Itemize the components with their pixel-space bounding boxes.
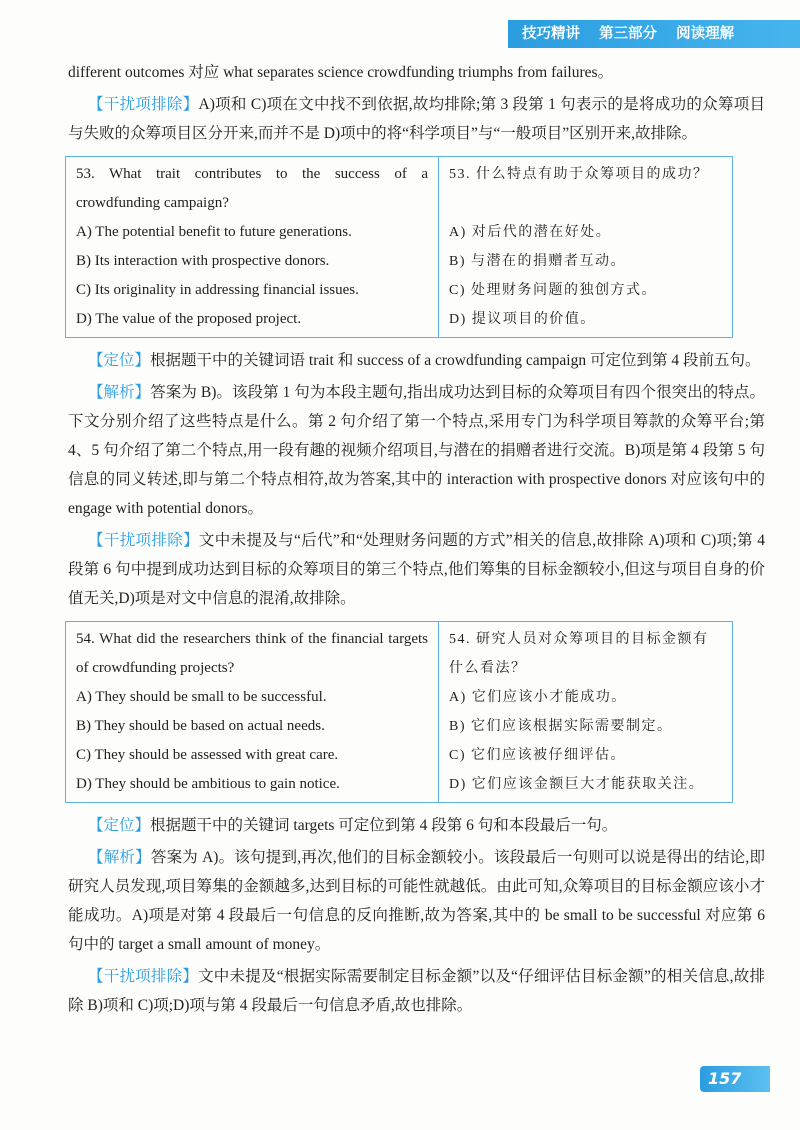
distractor-label: 【干扰项排除】 <box>88 968 199 985</box>
q53-option-a-zh: A) 对后代的潜在好处。 <box>449 225 612 240</box>
header-section: 技巧精讲 <box>522 26 580 42</box>
q52-distractor-paragraph <box>68 90 765 148</box>
header-part: 第三部分 <box>599 26 658 42</box>
q54-option-b-en: B) They should be based on actual needs. <box>66 712 439 741</box>
option-row <box>66 218 733 247</box>
q54-analysis-paragraph <box>68 843 765 959</box>
question-row <box>66 622 733 684</box>
analysis-text: 答案为 B)。该段第 1 句为本段主题句,指出成功达到目标的众筹项目有四个很突出的特点。下文分别介绍了这些特点是什么。第 2 句介绍了第一个特点,采用专门为科学项目筹款的众筹平台;第 4、5 句介绍了第二个特点,用一段有趣的视频介绍项目,与潜在的捐赠者进行交流。B)项是第 4 段第 5 句信息的同义转述,即与第二个特点相符,故为答案,其中的 interaction with prospective donors 对应该句中的 engage with potential donors。 <box>68 384 765 517</box>
q53-option-d-en: D) The value of the proposed project. <box>66 305 439 338</box>
q54-question-zh: 54. 研究人员对众筹项目的目标金额有什么看法？ <box>449 632 709 676</box>
q53-question-zh: 53. 什么特点有助于众筹项目的成功？ <box>449 167 709 182</box>
q54-option-c-zh: C) 它们应该被仔细评估。 <box>449 748 626 763</box>
q54-locate-paragraph <box>68 811 765 840</box>
option-row <box>66 247 733 276</box>
q54-distractor-paragraph <box>68 962 765 1020</box>
q54-question-en: 54. What did the researchers think of the financial targets of crowdfunding projects? <box>66 622 439 684</box>
distractor-text: 文中未提及与“后代”和“处理财务问题的方式”相关的信息,故排除 A)项和 C)项;第 4 段第 6 句中提到成功达到目标的众筹项目的第三个特点,他们筹集的目标金额较小,但这与项目自身的价值无关,D)项是对文中信息的混淆,故排除。 <box>68 532 765 607</box>
distractor-text: 文中未提及“根据实际需要制定目标金额”以及“仔细评估目标金额”的相关信息,故排除 B)项和 C)项;D)项与第 4 段最后一句信息矛盾,故也排除。 <box>68 968 765 1014</box>
locate-label: 【定位】 <box>88 352 151 369</box>
q53-analysis-paragraph <box>68 378 765 523</box>
distractor-text: A)项和 C)项在文中找不到依据,故均排除;第 3 段第 1 句表示的是将成功的众筹项目与失败的众筹项目区分开来,而并不是 D)项中的将“科学项目”与“一般项目”区别开来,故排除。 <box>68 96 765 142</box>
q53-table <box>65 156 733 338</box>
q53-option-c-zh: C) 处理财务问题的独创方式。 <box>449 283 657 298</box>
distractor-label: 【干扰项排除】 <box>88 96 199 113</box>
q53-option-c-en: C) Its originality in addressing financial issues. <box>66 276 439 305</box>
option-row <box>66 305 733 338</box>
locate-text: 根据题干中的关键词语 trait 和 success of a crowdfunding campaign 可定位到第 4 段前五句。 <box>150 352 761 369</box>
q54-option-c-en: C) They should be assessed with great care. <box>66 741 439 770</box>
q54-option-b-zh: B) 它们应该根据实际需要制定。 <box>449 719 673 734</box>
q53-locate-paragraph <box>68 346 765 375</box>
analysis-label: 【解析】 <box>88 849 151 866</box>
q53-question-en: 53. What trait contributes to the success of a crowdfunding campaign? <box>66 157 439 219</box>
analysis-text: 答案为 A)。该句提到,再次,他们的目标金额较小。该段最后一句则可以说是得出的结论,即研究人员发现,项目筹集的金额越多,达到目标的可能性就越低。由此可知,众筹项目的目标金额应该小才能成功。A)项是对第 4 段最后一句信息的反向推断,故为答案,其中的 be small to be successful 对应第 6 句中的 target a small amount of money。 <box>68 849 765 953</box>
page-content <box>68 58 765 1023</box>
q53-option-b-en: B) Its interaction with prospective donors. <box>66 247 439 276</box>
locate-text: 根据题干中的关键词 targets 可定位到第 4 段第 6 句和本段最后一句。 <box>150 817 618 834</box>
analysis-label: 【解析】 <box>88 384 151 401</box>
q53-option-b-zh: B) 与潜在的捐赠者互动。 <box>449 254 626 269</box>
locate-label: 【定位】 <box>88 817 151 834</box>
q54-table <box>65 621 733 803</box>
distractor-label: 【干扰项排除】 <box>88 532 199 549</box>
option-row <box>66 741 733 770</box>
q54-option-a-zh: A) 它们应该小才能成功。 <box>449 690 627 705</box>
section-header <box>508 20 800 48</box>
option-row <box>66 712 733 741</box>
q54-option-d-zh: D) 它们应该金额巨大才能获取关注。 <box>449 777 705 792</box>
q54-option-a-en: A) They should be small to be successful. <box>66 683 439 712</box>
q53-option-a-en: A) The potential benefit to future generations. <box>66 218 439 247</box>
continued-line: different outcomes 对应 what separates science crowdfunding triumphs from failures。 <box>68 64 614 81</box>
q54-option-d-en: D) They should be ambitious to gain notice. <box>66 770 439 803</box>
q53-distractor-paragraph <box>68 526 765 613</box>
option-row <box>66 276 733 305</box>
option-row <box>66 770 733 803</box>
option-row <box>66 683 733 712</box>
question-row <box>66 157 733 219</box>
page-number: 157 <box>700 1066 770 1092</box>
q53-option-d-zh: D) 提议项目的价值。 <box>449 312 596 327</box>
header-topic: 阅读理解 <box>676 26 735 42</box>
